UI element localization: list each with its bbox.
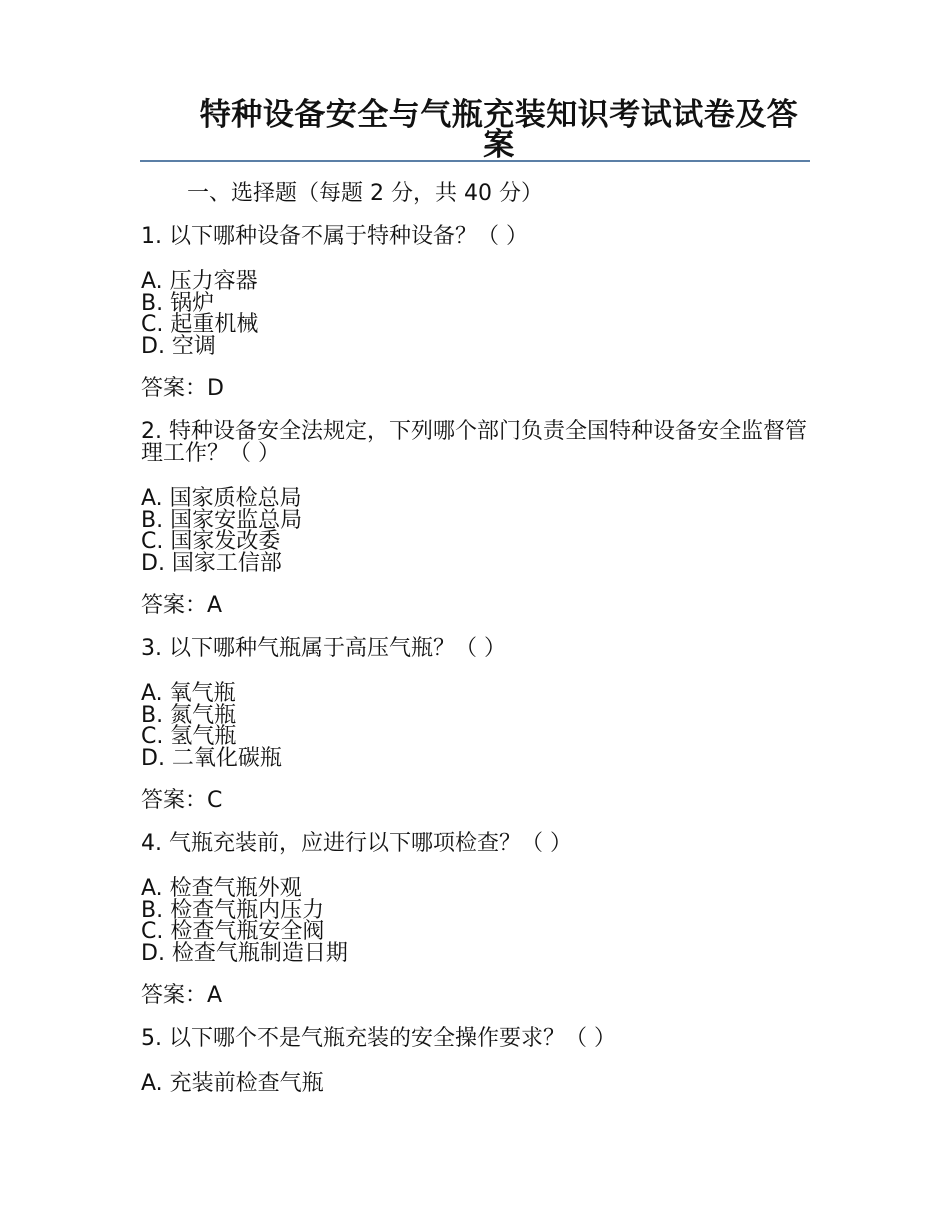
title-block: [140, 97, 810, 163]
answer: 答案：C: [141, 788, 223, 813]
question-text: 1. 以下哪种设备不属于特种设备？（ ）: [141, 224, 528, 249]
option-list: [141, 878, 811, 964]
question-text: 5. 以下哪个不是气瓶充装的安全操作要求？（ ）: [141, 1026, 616, 1051]
answer: 答案：A: [141, 593, 223, 618]
option-a: A. 氧气瓶: [141, 681, 236, 706]
questions-list: [141, 221, 811, 1095]
option-b: B. 氮气瓶: [141, 702, 237, 728]
option-c: C. 国家发改委: [141, 529, 281, 554]
option-d: D. 检查气瓶制造日期: [141, 940, 348, 966]
option-list: [141, 1073, 811, 1095]
question-text: 2. 特种设备安全法规定，下列哪个部门负责全国特种设备安全监督管理工作？（ ）: [141, 419, 807, 466]
option-b: B. 国家安监总局: [141, 507, 303, 533]
title-underline: [140, 160, 810, 162]
question-1: [141, 221, 811, 400]
option-a: A. 充装前检查气瓶: [141, 1071, 324, 1096]
option-d: D. 国家工信部: [141, 550, 282, 576]
option-list: [141, 683, 811, 769]
question-2: [141, 421, 811, 617]
option-list: [141, 271, 811, 357]
option-b: B. 检查气瓶内压力: [141, 897, 325, 923]
question-5: [141, 1028, 811, 1095]
option-b: B. 锅炉: [141, 290, 215, 316]
option-a: A. 国家质检总局: [141, 486, 302, 511]
option-a: A. 检查气瓶外观: [141, 876, 302, 901]
option-c: C. 起重机械: [141, 312, 259, 337]
question-4: [141, 833, 811, 1007]
answer: 答案：A: [141, 983, 223, 1008]
page-title: 特种设备安全与气瓶充装知识考试试卷及答案: [199, 97, 799, 163]
option-list: [141, 488, 811, 574]
option-d: D. 空调: [141, 333, 216, 359]
option-d: D. 二氧化碳瓶: [141, 745, 282, 771]
question-text: 3. 以下哪种气瓶属于高压气瓶？（ ）: [141, 636, 506, 661]
section-heading: 一、选择题（每题 2 分，共 40 分）: [187, 181, 543, 206]
question-text: 4. 气瓶充装前，应进行以下哪项检查？（ ）: [141, 831, 572, 856]
option-c: C. 氢气瓶: [141, 724, 237, 749]
question-3: [141, 638, 811, 812]
option-a: A. 压力容器: [141, 269, 258, 294]
option-c: C. 检查气瓶安全阀: [141, 919, 325, 944]
answer: 答案：D: [141, 376, 224, 401]
